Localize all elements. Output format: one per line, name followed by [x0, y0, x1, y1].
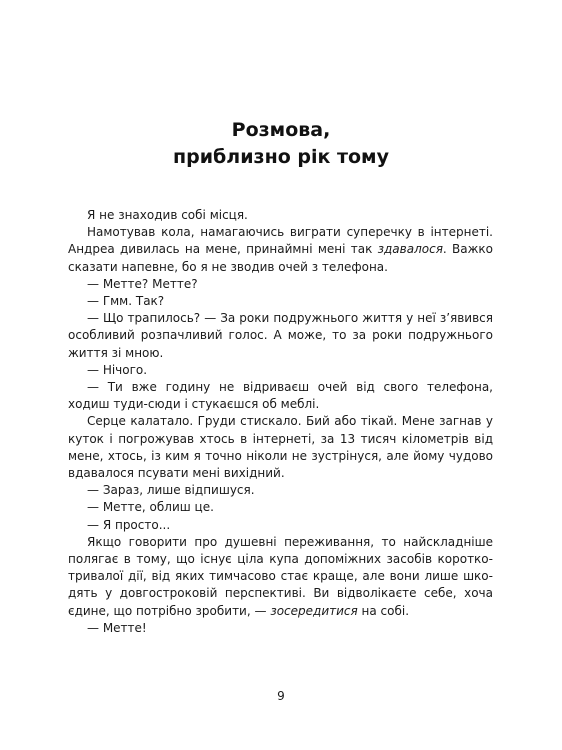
body-text [68, 207, 493, 637]
paragraph-text: на собі. [357, 603, 410, 618]
paragraph: — Я просто... [87, 517, 171, 532]
paragraph: — Метте! [87, 620, 147, 635]
paragraph-emphasis: здавалося [377, 242, 443, 257]
page-number: 9 [277, 689, 285, 703]
paragraph [68, 224, 493, 276]
paragraph: — Ти вже годину не відриваєш очей від свого телефона, ходиш туди-сюди і стукаєшся об меблі. [68, 380, 493, 412]
paragraph: — Зараз, лише відпишуся. [87, 483, 255, 498]
paragraph: — Метте, облиш це. [87, 500, 214, 515]
paragraph-text: . Важко сказати напевне, бо я не зводив очей з телефона. [68, 242, 493, 274]
paragraph-emphasis: зосередитися [270, 603, 358, 618]
paragraph: Я не знаходив собі місця. [87, 208, 248, 222]
paragraph [68, 534, 493, 620]
paragraph: — Гмм. Так? [87, 294, 165, 309]
chapter-title-line-1: Розмова, [231, 119, 331, 141]
chapter-title [0, 117, 562, 171]
paragraph: Серце калатало. Груди стискало. Бий або тікай. Мене загнав у куток і погрожував хтось в інтернеті, за 13 тисяч кілометрів від мене, хтось, із ким я точно ніколи не зустрінуся, але йому чудово вдавалося псувати мені вихідний. [68, 414, 493, 481]
paragraph-text: Намотував кола, намагаючись виграти суперечку в інтернеті. Андреа дивилась на мене, принаймні мені так [68, 225, 493, 257]
paragraph: — Що трапилось? — За роки подружнього життя у неї з’явився особливий розпачливий голос. А може, то за роки подружнього життя зі мною. [68, 311, 493, 360]
chapter-title-line-2: приблизно рік тому [173, 146, 389, 168]
paragraph: — Нічого. [87, 362, 148, 377]
paragraph-text: Якщо говорити про душевні переживання, то найскладніше полягає в тому, що існує ціла купа допоміжних засобів короткотривалої дії, від яких тимчасово стає краще, але вони лише шкодять у довгостроковій перспективі. Ви відволікаєте себе, хоча єдине, що потрібно зробити, — [68, 534, 493, 618]
paragraph: — Метте? Метте? [87, 276, 198, 291]
